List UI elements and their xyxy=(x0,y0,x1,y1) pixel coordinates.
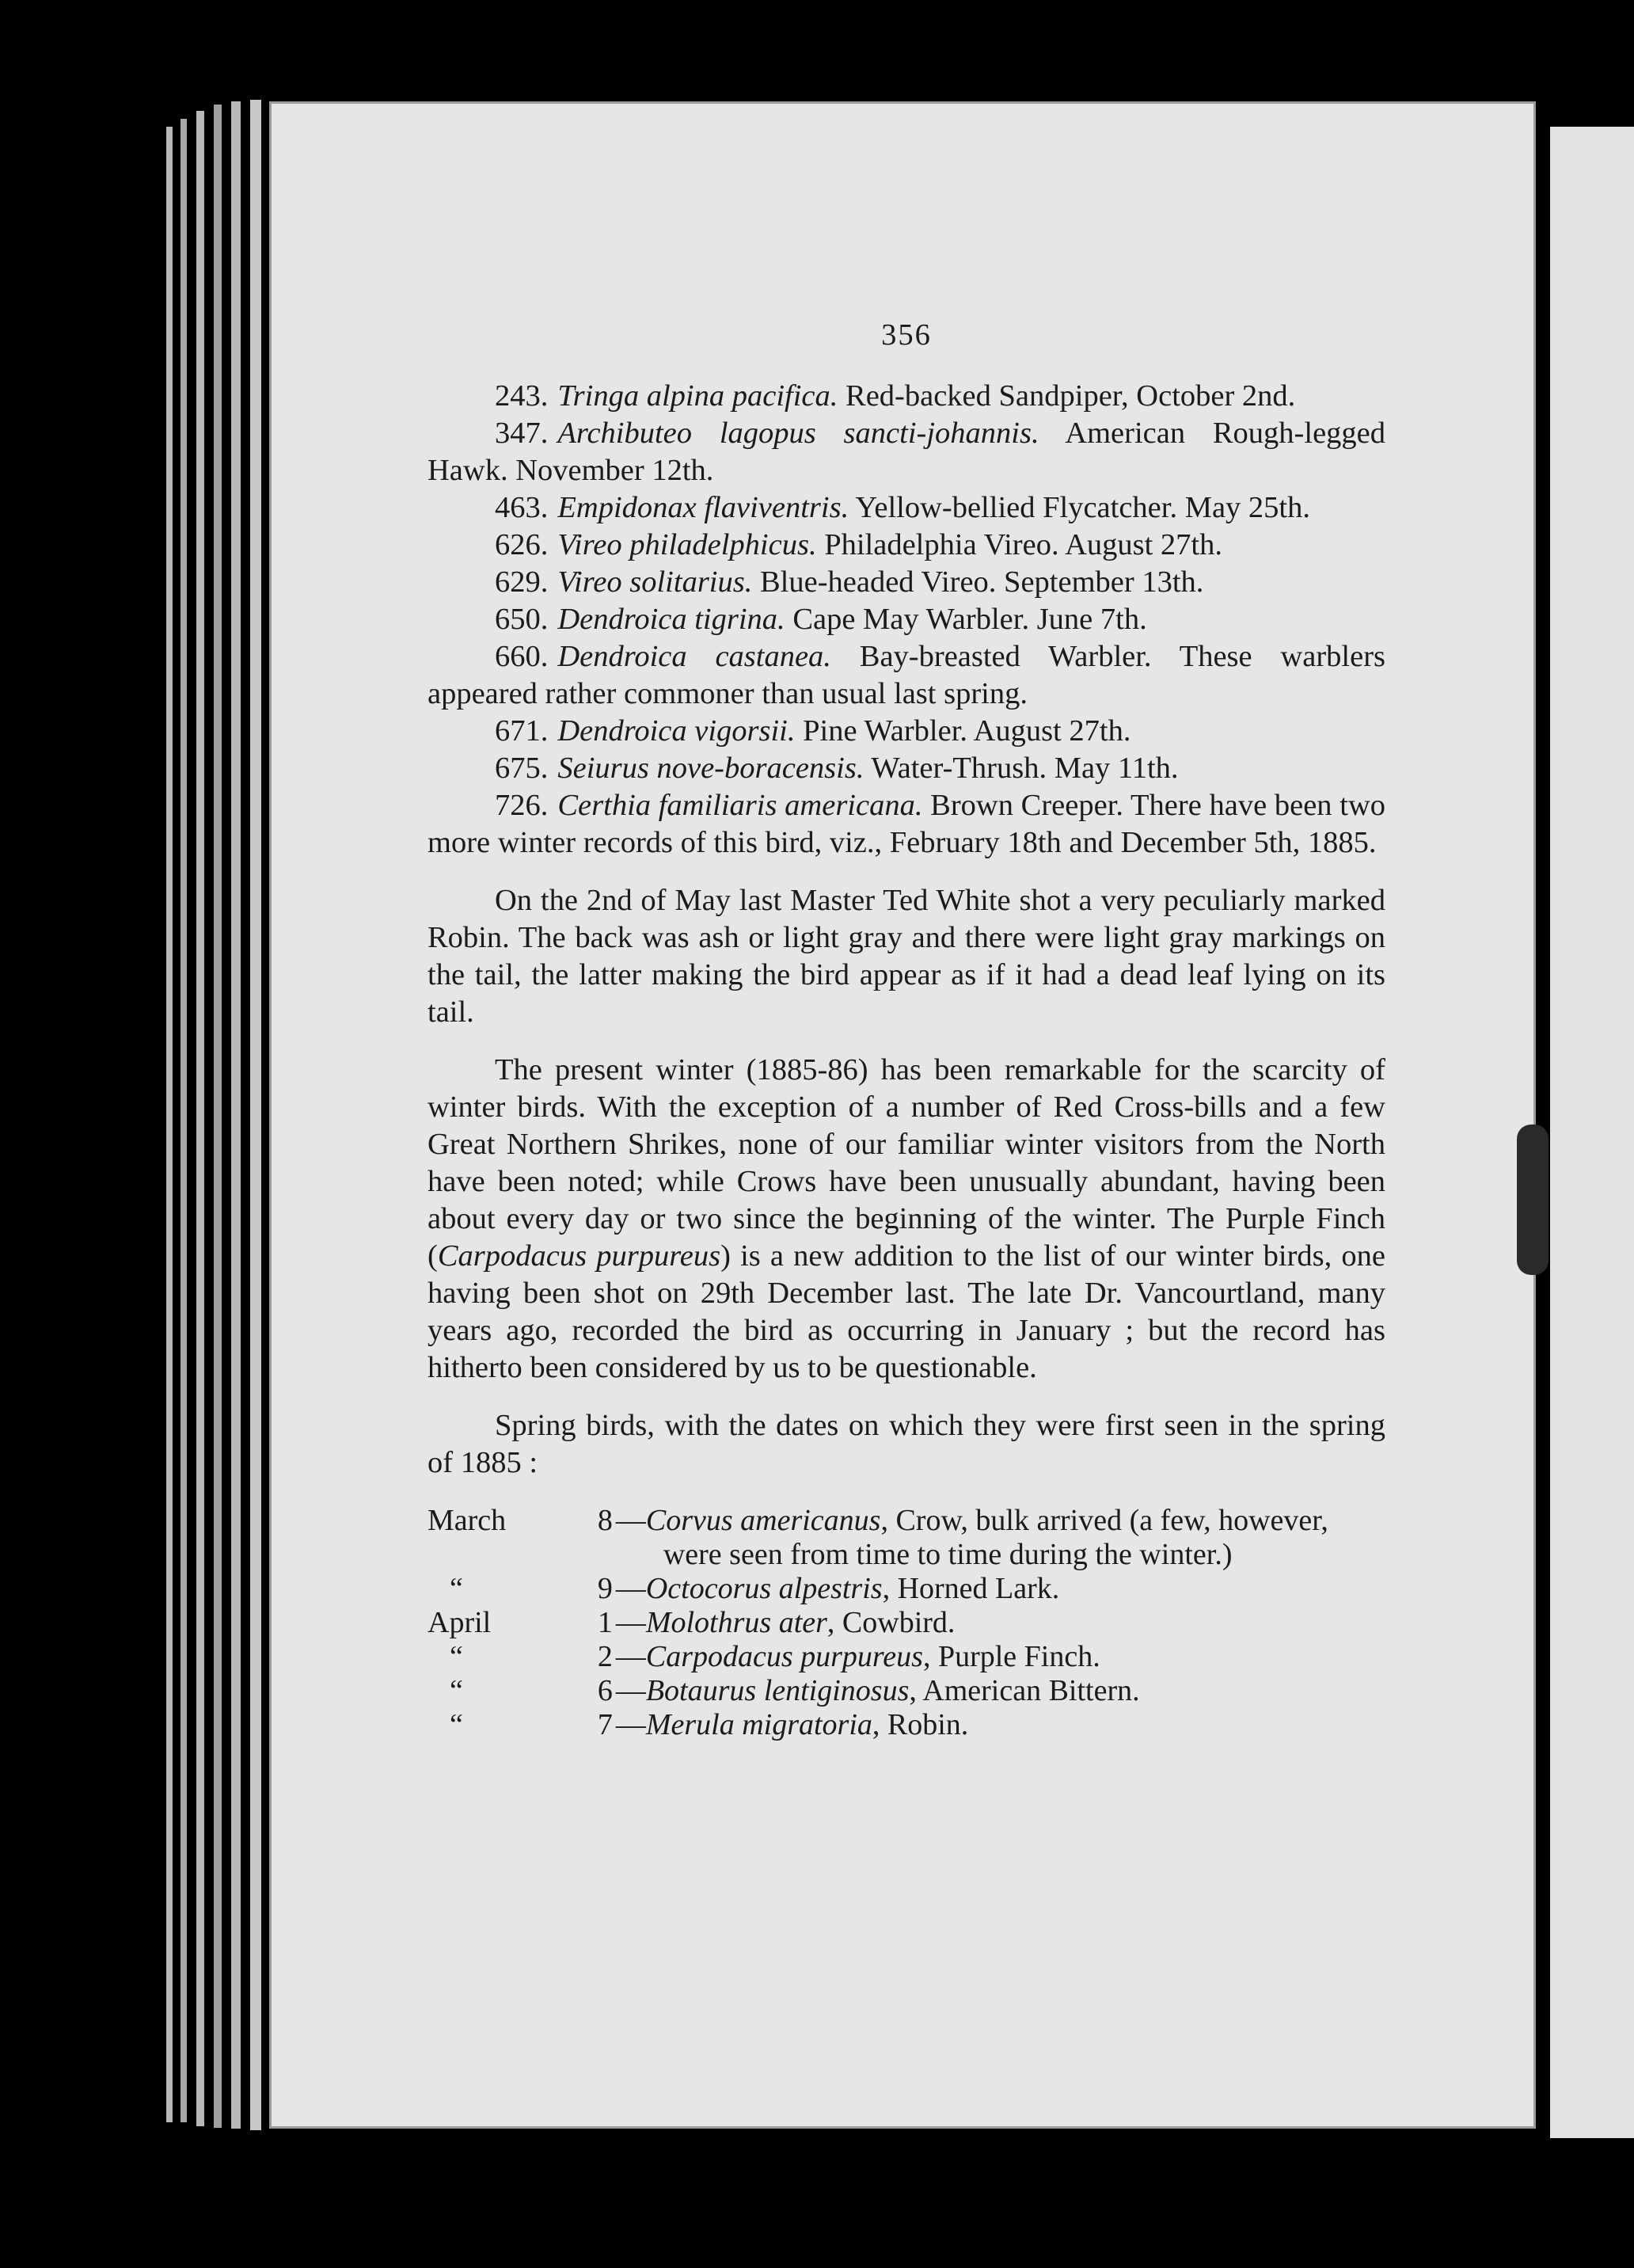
page-stack-edge xyxy=(180,119,187,2122)
spring-text-cont: were seen from time to time during the winter.) xyxy=(663,1538,1233,1571)
month: “ xyxy=(450,1640,463,1673)
spring-row xyxy=(428,1572,1385,1606)
entry-text: Red-backed Sandpiper, October 2nd. xyxy=(846,379,1296,413)
entry-number: 463. xyxy=(495,491,549,524)
species-entry xyxy=(428,378,1385,415)
day: 2 xyxy=(597,1640,613,1673)
entry-number: 660. xyxy=(495,640,549,673)
entry-text: Philadelphia Vireo. August 27th. xyxy=(824,528,1222,561)
spring-row xyxy=(428,1606,1385,1640)
species-name: Dendroica vigorsii. xyxy=(557,714,796,748)
spring-text: , Robin. xyxy=(872,1708,969,1741)
species-entry xyxy=(428,564,1385,601)
month: “ xyxy=(450,1572,463,1605)
entry-number: 726. xyxy=(495,789,549,822)
spring-text: , Cowbird. xyxy=(826,1606,956,1639)
spring-intro: Spring birds, with the dates on which they were first seen in the spring of 1885 : xyxy=(428,1409,1385,1479)
entry-number: 675. xyxy=(495,752,549,785)
entry-text: Yellow-bellied Flycatcher. May 25th. xyxy=(855,491,1310,524)
spring-row xyxy=(428,1504,1385,1572)
entry-text: Pine Warbler. August 27th. xyxy=(803,714,1131,748)
day: 8 xyxy=(597,1504,613,1537)
spring-birds-list xyxy=(428,1504,1385,1742)
species-entry xyxy=(428,601,1385,638)
species-entry xyxy=(428,750,1385,787)
spring-entry: —Octocorus alpestris, Horned Lark. xyxy=(615,1572,1060,1605)
facing-page-edge xyxy=(1550,127,1634,2138)
spring-text: , Purple Finch. xyxy=(922,1640,1100,1673)
winter-species: Carpodacus purpureus xyxy=(437,1239,721,1273)
page-stack-edge xyxy=(231,101,241,2129)
entry-number: 626. xyxy=(495,528,549,561)
spring-entry: —Botaurus lentiginosus, American Bittern. xyxy=(615,1674,1140,1707)
species-name: Merula migratoria xyxy=(645,1708,872,1741)
page-stack-edge xyxy=(196,111,204,2126)
spring-entry: —Corvus americanus, Crow, bulk arrived (a few, however, were seen from time to time during the winter.) xyxy=(616,1504,1385,1572)
species-name: Carpodacus purpureus xyxy=(645,1640,923,1673)
month: “ xyxy=(450,1708,463,1741)
species-name: Certhia familiaris americana. xyxy=(557,789,923,822)
species-name: Octocorus alpestris xyxy=(645,1572,883,1605)
page-content xyxy=(428,317,1385,1742)
entry-number: 629. xyxy=(495,565,549,599)
page-stack-edge xyxy=(214,105,222,2128)
species-entry xyxy=(428,415,1385,489)
species-entry xyxy=(428,713,1385,750)
entry-text: Water-Thrush. May 11th. xyxy=(871,752,1179,785)
species-name: Empidonax flaviventris. xyxy=(557,491,849,524)
entry-number: 650. xyxy=(495,603,549,636)
species-name: Vireo solitarius. xyxy=(557,565,753,599)
winter-paragraph xyxy=(428,1052,1385,1387)
species-entry xyxy=(428,489,1385,527)
species-name: Tringa alpina pacifica. xyxy=(557,379,838,413)
day: 1 xyxy=(597,1606,613,1639)
species-entry xyxy=(428,638,1385,713)
entry-text: Brown Creeper. There have been two more winter records of this bird, viz., February 18th and December 5th, 1885. xyxy=(428,789,1385,859)
spring-entry: —Molothrus ater, Cowbird. xyxy=(615,1606,956,1639)
species-name: Vireo philadelphicus. xyxy=(557,528,817,561)
spring-entry: —Carpodacus purpureus, Purple Finch. xyxy=(615,1640,1100,1673)
entry-number: 347. xyxy=(495,417,549,450)
species-name: Molothrus ater xyxy=(645,1606,827,1639)
month: March xyxy=(428,1504,507,1537)
species-name: Archibuteo lagopus sancti-johannis. xyxy=(557,417,1039,450)
species-entry xyxy=(428,527,1385,564)
species-name: Botaurus lentiginosus xyxy=(645,1674,910,1707)
spring-row xyxy=(428,1640,1385,1674)
day: 6 xyxy=(597,1674,613,1707)
species-name: Corvus americanus xyxy=(645,1504,881,1537)
spring-row xyxy=(428,1674,1385,1708)
page-number: 356 xyxy=(881,318,932,352)
day: 9 xyxy=(597,1572,613,1605)
month: “ xyxy=(450,1674,463,1707)
entry-number: 671. xyxy=(495,714,549,748)
winter-text-a: The present winter (1885-86) has been remarkable for the scarcity of winter birds. With the exception of a number of Red Cross-bills and a few Great Northern Shrikes, none of our familiar winter visitors from the North have been noted; while Crows have been unusually abundant, having been about every day or two since the beginning of the winter. The Purple Finch ( xyxy=(428,1053,1385,1273)
species-entry xyxy=(428,787,1385,862)
page-stack-edge xyxy=(166,127,173,2122)
spring-row xyxy=(428,1708,1385,1742)
entry-text: Cape May Warbler. June 7th. xyxy=(792,603,1147,636)
entry-text: Blue-headed Vireo. September 13th. xyxy=(759,565,1204,599)
species-name: Dendroica castanea. xyxy=(557,640,831,673)
spring-text: , Crow, bulk arrived (a few, however, xyxy=(880,1504,1328,1537)
species-entries xyxy=(428,378,1385,862)
winter-text-b: ) is a new addition to the list of our winter birds, one having been shot on 29th December last. The late Dr. Vancourtland, many years ago, recorded the bird as occurring in January ; but the record has hitherto been considered by us to be questionable. xyxy=(428,1239,1386,1384)
page-stack-edge xyxy=(250,100,261,2130)
entry-text: Bay-breasted Warbler. These warblers appeared rather commoner than usual last spring. xyxy=(428,640,1386,710)
spring-text: , Horned Lark. xyxy=(882,1572,1060,1605)
day: 7 xyxy=(597,1708,613,1741)
month: April xyxy=(428,1606,492,1639)
spring-text: , American Bittern. xyxy=(909,1674,1140,1707)
entry-number: 243. xyxy=(495,379,549,413)
entry-text: American Rough-legged Hawk. November 12th. xyxy=(428,417,1385,487)
robin-paragraph: On the 2nd of May last Master Ted White shot a very peculiarly marked Robin. The back was ash or light gray and there were light gray markings on the tail, the latter making the bird appear as if it had a dead leaf lying on its tail. xyxy=(428,884,1385,1029)
species-name: Dendroica tigrina. xyxy=(557,603,785,636)
binding-curl xyxy=(1517,1124,1548,1275)
species-name: Seiurus nove-boracensis. xyxy=(557,752,864,785)
spring-entry: —Merula migratoria, Robin. xyxy=(615,1708,969,1741)
